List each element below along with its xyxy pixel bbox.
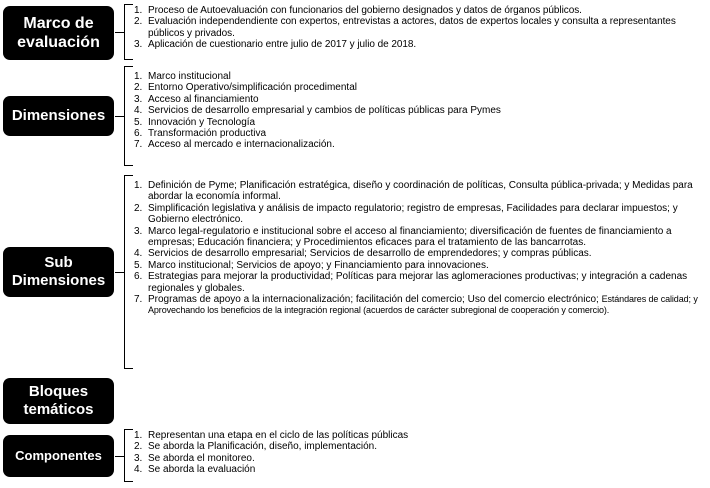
item-number: 1. [134,430,143,441]
label-line: Bloques [28,383,89,400]
item-number: 3. [134,93,143,105]
list-item [134,82,706,93]
item-number: 1. [134,180,143,191]
list-item [134,260,706,271]
item-text: Programas de apoyo a la internacionalización; facilitación del comercio; Uso del comercio electrónico; [148,294,599,306]
item-number: 4. [134,248,143,260]
item-number: 2. [134,16,143,28]
label-line: Dimensiones [11,272,106,289]
label-componentes [3,435,114,477]
item-number: 5. [134,116,143,128]
item-number: 7. [134,139,143,151]
item-number: 1. [134,5,143,16]
bracket-dimensiones [124,66,133,166]
list-item [134,203,706,226]
item-number: 3. [134,225,143,237]
item-text: Marco institucional; Servicios de apoyo; y Financiamiento para innovaciones. [148,259,489,271]
sub-dimensiones-list [134,180,706,317]
list-item [134,128,706,139]
dimensiones-list [134,71,706,151]
item-text: Se aborda la evaluación [148,464,256,476]
item-number: 4. [134,105,143,117]
item-number: 5. [134,259,143,271]
label-line: temáticos [23,401,94,418]
item-text: Estrategias para mejorar la productividad; Políticas para mejorar las aglomeraciones productivas; y integración a cadenas regionales y globales. [148,271,688,294]
item-text: Acceso al financiamiento [148,93,259,105]
list-item [134,226,706,249]
label-marco-de-evaluacion [3,6,114,60]
list-item [134,294,706,317]
item-number: 6. [134,271,143,283]
item-number: 3. [134,452,143,464]
item-text: Proceso de Autoevaluación con funcionarios del gobierno designados y datos de órganos públicos. [148,5,582,16]
item-text: Marco legal-regulatorio e institucional sobre el acceso al financiamiento; diversificación de fuentes de financiamiento a empresas; Educación financiera; y Procedimientos eficaces para el tratamiento de las bancarrotas. [148,225,672,249]
item-text: Se aborda la Planificación, diseño, implementación. [148,441,378,453]
item-number: 1. [134,71,143,82]
item-number: 6. [134,128,143,140]
item-number: 2. [134,441,143,453]
item-text: Transformación productiva [148,128,267,140]
item-number: 2. [134,202,143,214]
item-text: Se aborda el monitoreo. [148,452,255,464]
list-item [134,441,706,452]
item-number: 4. [134,464,143,476]
item-text: Evaluación independendiente con expertos, entrevistas a actores, datos de expertos locales y consulta a representantes públicos y privados. [148,16,676,39]
label-sub-dimensiones [3,247,114,297]
item-text: Aplicación de cuestionario entre julio de 2017 y julio de 2018. [148,39,417,51]
bracket-componentes [124,429,133,482]
item-number: 7. [134,294,143,306]
list-item [134,139,706,150]
label-line: Componentes [15,448,102,463]
label-line: Dimensiones [11,107,106,124]
item-text: Definición de Pyme; Planificación estratégica, diseño y coordinación de políticas, Consulta pública-privada; y Medidas para abordar la economía informal. [148,180,693,203]
label-line: Sub [44,254,73,271]
list-item [134,248,706,259]
item-text-continued: Estándares de calidad; y Aprovechando los beneficios de la integración regional (acuerdos de carácter subregional de cooperación y comercio). [148,294,698,316]
list-item [134,117,706,128]
item-text: Representan una etapa en el ciclo de las políticas públicas [148,430,409,441]
bracket-marco [124,4,133,60]
list-item [134,430,706,441]
list-item [134,16,706,39]
label-bloques-tematicos [3,378,114,424]
label-line: Marco de [23,15,94,32]
label-line: evaluación [17,34,100,51]
item-text: Entorno Operativo/simplificación procedimental [148,82,357,94]
list-item [134,94,706,105]
item-text: Marco institucional [148,71,231,82]
item-text: Servicios de desarrollo empresarial y cambios de políticas públicas para Pymes [148,105,501,117]
item-number: 3. [134,39,143,51]
item-text: Simplificación legislativa y análisis de impacto regulatorio; registro de empresas, Facilidades para declarar impuestos; y Gobierno electrónico. [148,202,678,226]
list-item [134,5,706,16]
label-dimensiones [3,96,114,136]
list-item [134,180,706,203]
list-item [134,464,706,475]
list-item [134,453,706,464]
list-item [134,271,706,294]
list-item [134,39,706,50]
marco-list [134,5,706,51]
componentes-list [134,430,706,476]
item-text: Servicios de desarrollo empresarial; Servicios de desarrollo de emprendedores; y compras públicas. [148,248,592,260]
item-text: Acceso al mercado e internacionalización. [148,139,335,151]
item-text: Innovación y Tecnología [148,116,256,128]
item-number: 2. [134,82,143,94]
list-item [134,105,706,116]
bracket-sub-dimensiones [124,175,133,369]
list-item [134,71,706,82]
